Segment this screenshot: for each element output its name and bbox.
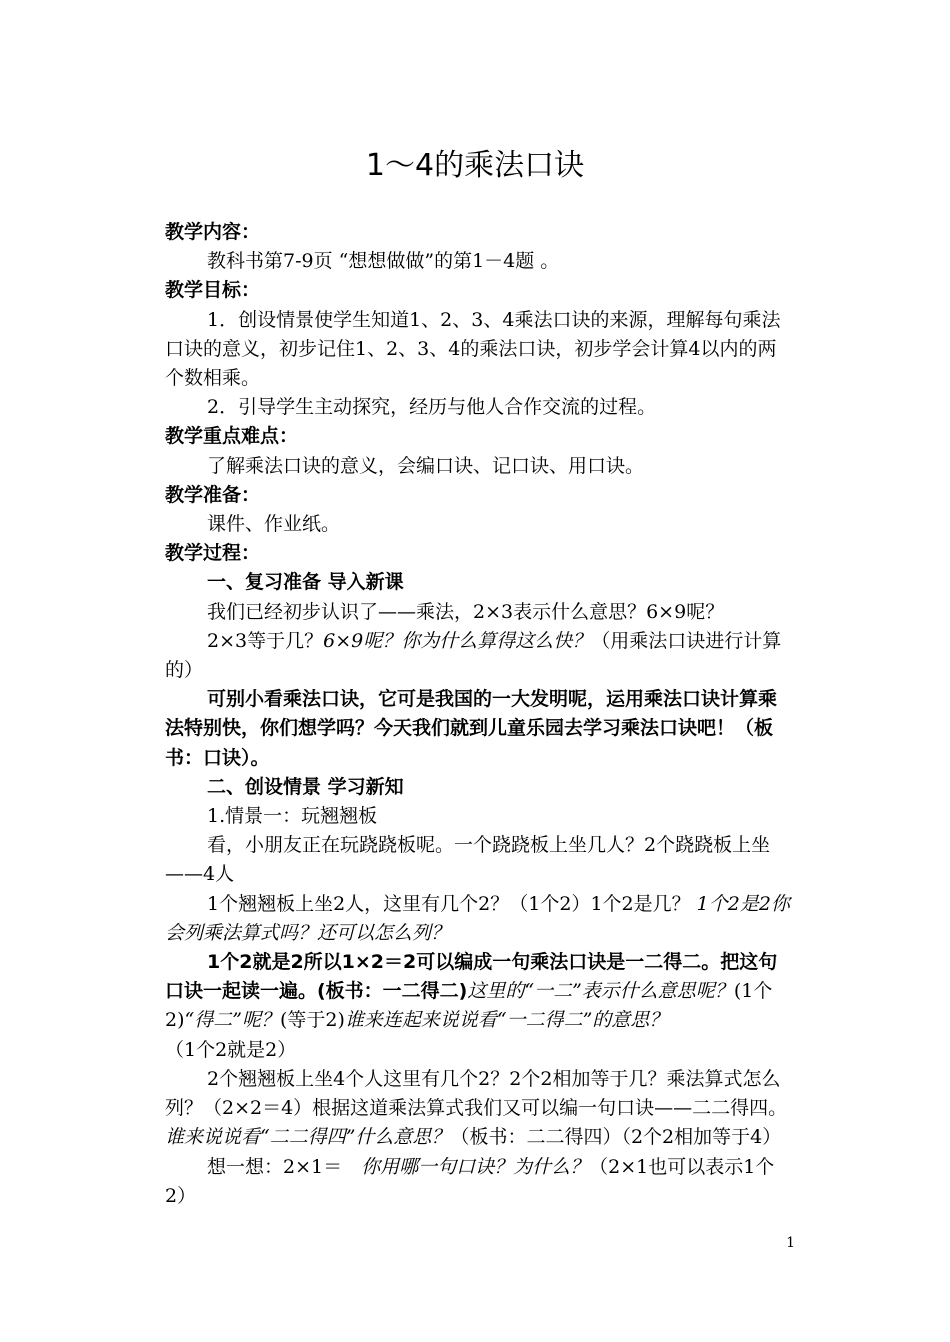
goal-2: 2．引导学生主动探究，经历与他人合作交流的过程。 [207,396,657,419]
page-title: 1～4的乘法口诀 [365,148,585,183]
paragraph-6-e: (等于2) [279,1009,345,1032]
paragraph-6 [165,948,795,1065]
paragraph-6-b: 这里的“一二”表示什么意思呢？ [467,980,734,1003]
prep-text: 课件、作业纸。 [207,513,341,536]
paragraph-6-g: （1个2就是2） [165,1038,297,1061]
paragraph-7-b: 谁来说说看“二二得四”什么意思？ [165,1126,451,1149]
paragraph-8-a: 想一想：2×1＝ [207,1155,362,1178]
paragraph-2-b: 6×9呢？你为什么算得这么快？ [323,629,592,652]
page-number: 1 [786,1235,795,1251]
paragraph-2 [165,627,795,685]
paragraph-5 [165,890,795,948]
paragraph-6-a: 1个2就是2所以1×2＝2可以编成一句乘法口诀是一二得二。把这句口诀一起读一遍。(板书：一二得二) [165,951,778,1003]
paragraph-8-b: 你用哪一句口诀？为什么？ [361,1155,590,1178]
section-label-content: 教学内容： [165,221,261,243]
paragraph-7-c: （板书：二二得四）（2个2相加等于4） [450,1126,782,1149]
paragraph-7 [165,1065,795,1153]
goal-1: 1．创设情景使学生知道1、2、3、4乘法口诀的来源，理解每句乘法口诀的意义，初步记住1、2、3、4的乘法口诀，初步学会计算4以内的两个数相乘。 [165,308,781,390]
paragraph-6-c: (1个2) [165,980,773,1032]
paragraph-4: 看，小朋友正在玩跷跷板呢。一个跷跷板上坐几人？2个跷跷板上坐——4人 [165,834,771,886]
paragraph-8-c: （2×1也可以表示1个2） [165,1155,775,1207]
paragraph-6-d: “得二”呢？ [184,1009,280,1032]
content-text: 教科书第7-9页 “想想做做”的第1－4题 。 [207,250,560,273]
paragraph-1: 我们已经初步认识了——乘法，2×3表示什么意思？6×9呢？ [207,600,725,623]
paragraph-6-f: 谁来连起来说说看“一二得二”的意思？ [344,1009,669,1032]
part2-heading: 二、创设情景 学习新知 [207,775,404,798]
section-label-process: 教学过程： [165,542,261,565]
section-label-key: 教学重点难点： [165,425,299,448]
paragraph-2-c: （用乘法口诀进行计算的） [165,629,782,682]
paragraph-2-a: 2×3等于几？ [207,629,324,652]
document-body [165,218,795,1211]
paragraph-7-a: 2个翘翘板上坐4个人这里有几个2？2个2相加等于几？乘法算式怎么列？（2×2＝4）根据这道乘法算式我们又可以编一句口诀——二二得四。 [165,1067,788,1120]
scene-1: 1.情景一：玩翘翘板 [207,805,378,828]
paragraph-5-a: 1个翘翘板上坐2人，这里有几个2？（1个2）1个2是几？ [207,892,697,915]
section-label-goals: 教学目标： [165,279,261,302]
key-text: 了解乘法口诀的意义，会编口诀、记口诀、用口诀。 [207,454,645,477]
paragraph-5-b: 1个2是2你会列乘法算式吗？还可以怎么列？ [165,892,790,944]
paragraph-8 [165,1153,795,1211]
part1-heading: 一、复习准备 导入新课 [207,571,404,594]
section-label-prep: 教学准备： [165,483,261,506]
paragraph-3: 可别小看乘法口诀，它可是我国的一大发明呢，运用乘法口诀计算乘法特别快，你们想学吗？今天我们就到儿童乐园去学习乘法口诀吧！（板书：口诀）。 [165,688,778,769]
